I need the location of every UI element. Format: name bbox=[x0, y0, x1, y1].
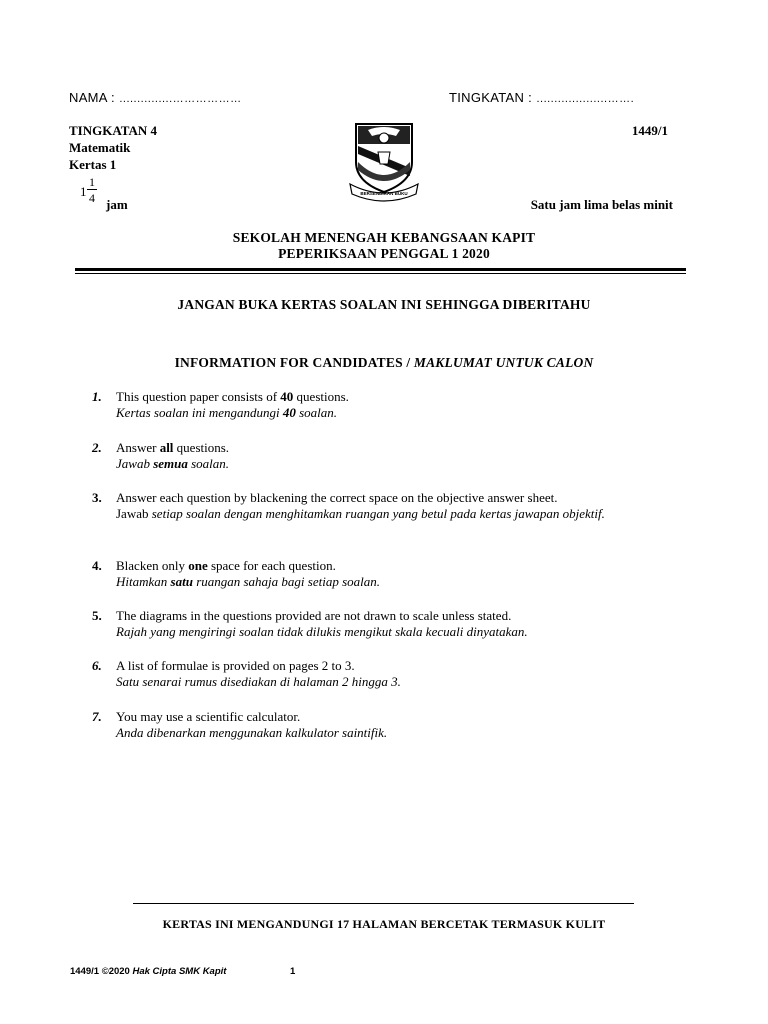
header-divider-thin bbox=[75, 273, 686, 274]
instruction-3 bbox=[92, 490, 696, 522]
instruction-en: Answer all questions. bbox=[116, 440, 230, 455]
instruction-number: 7. bbox=[92, 709, 102, 724]
instruction-number: 3. bbox=[92, 490, 102, 505]
tingkatan-field[interactable] bbox=[449, 89, 634, 107]
duration-unit: jam bbox=[106, 197, 128, 212]
school-crest bbox=[348, 122, 420, 202]
instruction-ms: Rajah yang mengiringi soalan tidak dilukis mengikut skala kecuali dinyatakan. bbox=[116, 624, 528, 639]
warning-notice: JANGAN BUKA KERTAS SOALAN INI SEHINGGA DIBERITAHU bbox=[177, 297, 591, 312]
duration-numerator: 1 bbox=[89, 175, 95, 189]
pages-note: KERTAS INI MENGANDUNGI 17 HALAMAN BERCETAK TERMASUK KULIT bbox=[162, 917, 606, 931]
name-field[interactable] bbox=[69, 89, 242, 107]
exam-title: PEPERIKSAAN PENGGAL 1 2020 bbox=[278, 246, 490, 261]
instruction-number: 4. bbox=[92, 558, 102, 573]
tingkatan-label: TINGKATAN : bbox=[449, 90, 532, 105]
instruction-4 bbox=[92, 558, 696, 590]
instruction-number: 2. bbox=[92, 440, 102, 455]
instruction-en: The diagrams in the questions provided are not drawn to scale unless stated. bbox=[116, 608, 512, 623]
instruction-ms: Jawab semua soalan. bbox=[116, 456, 230, 471]
info-heading bbox=[0, 355, 768, 371]
instruction-2 bbox=[92, 440, 696, 472]
info-heading-en: INFORMATION FOR CANDIDATES / bbox=[174, 355, 414, 370]
subject: Matematik bbox=[69, 140, 131, 155]
instruction-5 bbox=[92, 608, 696, 640]
footer-copyright: 1449/1 ©2020 Hak Cipta SMK Kapit bbox=[70, 966, 227, 977]
school-name: SEKOLAH MENENGAH KEBANGSAAN KAPIT bbox=[232, 230, 536, 245]
instruction-ms: Hitamkan satu ruangan sahaja bagi setiap soalan. bbox=[116, 574, 381, 589]
fraction-bar bbox=[87, 189, 97, 190]
instruction-number: 1. bbox=[92, 389, 102, 404]
paper-code: 1449/1 bbox=[631, 123, 668, 138]
instruction-6 bbox=[92, 658, 696, 690]
crest-icon bbox=[348, 122, 420, 202]
instruction-ms: Jawab setiap soalan dengan menghitamkan ruangan yang betul pada kertas jawapan objektif. bbox=[116, 506, 605, 521]
page-number: 1 bbox=[290, 966, 296, 977]
duration-whole: 1 bbox=[80, 184, 87, 199]
instruction-en: This question paper consists of 40 questions. bbox=[116, 389, 349, 404]
instruction-ms: Satu senarai rumus disediakan di halaman 2 hingga 3. bbox=[116, 674, 401, 689]
duration-words: Satu jam lima belas minit bbox=[530, 197, 673, 212]
footer-divider bbox=[133, 903, 634, 904]
name-blank[interactable]: ...............……………… bbox=[119, 93, 242, 105]
crest-motto: BERSENDIKAN BUKU bbox=[360, 191, 408, 196]
duration-denominator: 4 bbox=[89, 191, 95, 205]
instruction-en: A list of formulae is provided on pages 2 to 3. bbox=[116, 658, 355, 673]
instruction-ms: Kertas soalan ini mengandungi 40 soalan. bbox=[116, 405, 338, 420]
name-label: NAMA : bbox=[69, 90, 115, 105]
instruction-en: You may use a scientific calculator. bbox=[116, 709, 301, 724]
instruction-7 bbox=[92, 709, 696, 741]
instruction-en: Blacken only one space for each question. bbox=[116, 558, 336, 573]
header-divider bbox=[75, 268, 686, 271]
form-level: TINGKATAN 4 bbox=[69, 123, 157, 138]
info-heading-ms: MAKLUMAT UNTUK CALON bbox=[413, 355, 594, 370]
tingkatan-blank[interactable]: ....................……. bbox=[536, 93, 635, 105]
header-left bbox=[69, 122, 157, 173]
instruction-1 bbox=[92, 389, 696, 421]
instruction-ms: Anda dibenarkan menggunakan kalkulator saintifik. bbox=[116, 725, 388, 740]
instruction-number: 6. bbox=[92, 658, 102, 673]
instruction-en: Answer each question by blackening the correct space on the objective answer sheet. bbox=[116, 490, 558, 505]
instruction-number: 5. bbox=[92, 608, 102, 623]
paper-number: Kertas 1 bbox=[69, 157, 117, 172]
